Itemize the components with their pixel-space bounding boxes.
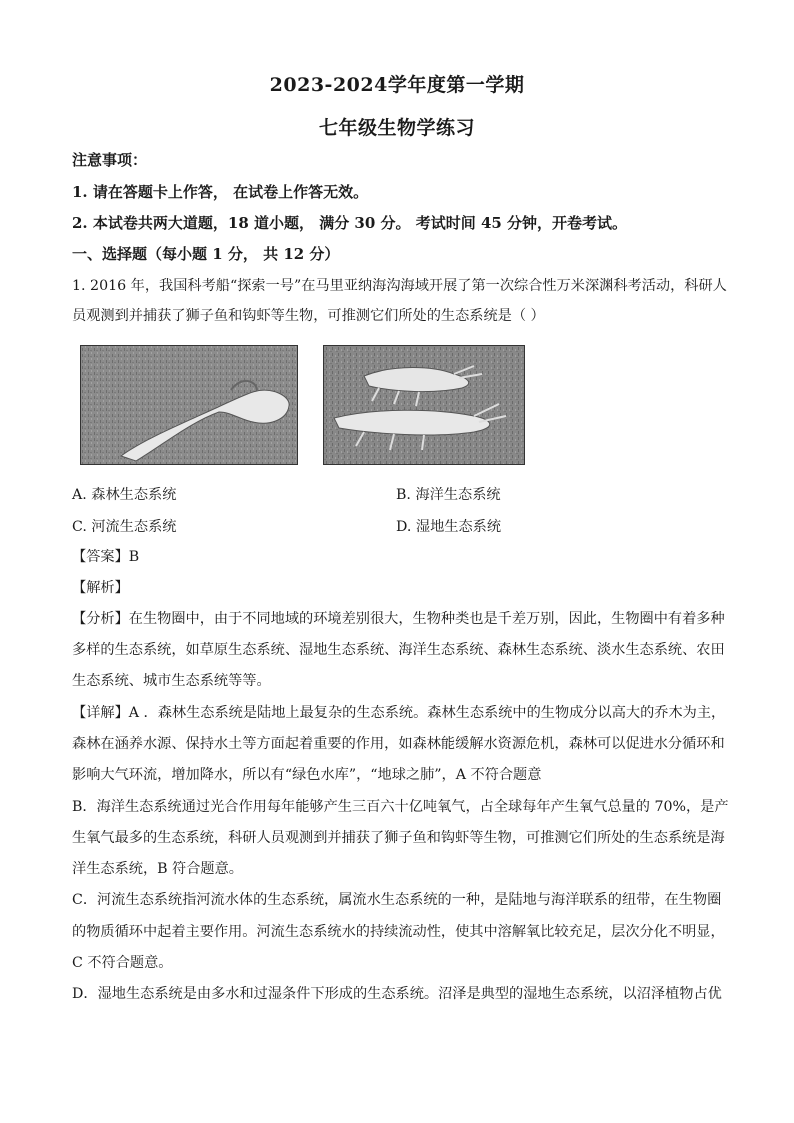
- answer-label: 【答案】B: [72, 549, 140, 565]
- section-heading: 一、选择题（每小题 1 分， 共 12 分）: [72, 245, 340, 263]
- explanation-line-8: 的物质循环中起着主要作用。河流生态系统水的持续流动性，使其中溶解氧比较充足，层次分化不明显，: [72, 924, 725, 940]
- option-d: D. 湿地生态系统: [396, 519, 502, 535]
- question-1-stem-line-1: 1. 2016 年，我国科考船“探索一号”在马里亚纳海沟海域开展了第一次综合性万米深渊科考活动，科研人: [72, 278, 727, 294]
- explanation-line-10: D．湿地生态系统是由多水和过湿条件下形成的生态系统。沼泽是典型的湿地生态系统，以沼泽植物占优: [72, 986, 722, 1002]
- exam-title-subject: 七年级生物学练习: [318, 117, 475, 139]
- notice-item-1: 1. 请在答题卡上作答， 在试卷上作答无效。: [72, 183, 369, 201]
- explanation-line-4: B．海洋生态系统通过光合作用每年能够产生三百六十亿吨氧气，占全球每年产生氧气总量的 70%，是产: [72, 799, 729, 815]
- analysis-line-3: 生态系统、城市生态系统等等。: [72, 673, 271, 689]
- explanation-line-6: 洋生态系统，B 符合题意。: [72, 861, 243, 877]
- notice-item-2: 2. 本试卷共两大道题，18 道小题， 满分 30 分。 考试时间 45 分钟，开卷考试。: [72, 214, 628, 232]
- option-b: B. 海洋生态系统: [396, 487, 501, 503]
- explanation-line-5: 生氧气最多的生态系统，科研人员观测到并捕获了狮子鱼和钩虾等生物，可推测它们所处的生态系统是海: [72, 830, 725, 846]
- notice-heading: 注意事项：: [72, 151, 148, 169]
- explanation-line-1: 【详解】A ．森林生态系统是陆地上最复杂的生态系统。森林生态系统中的生物成分以高大的乔木为主，: [72, 705, 726, 721]
- amphipod-photo: [323, 345, 525, 465]
- explanation-line-9: C 不符合题意。: [72, 955, 173, 971]
- snailfish-photo: [80, 345, 298, 465]
- explanation-line-2: 森林在涵养水源、保持水土等方面起着重要的作用，如森林能缓解水资源危机，森林可以促进水分循环和: [72, 736, 725, 752]
- snailfish-illustration: [81, 346, 297, 464]
- amphipod-illustration: [324, 346, 524, 464]
- option-c: C. 河流生态系统: [72, 519, 177, 535]
- analysis-heading: 【解析】: [72, 580, 129, 596]
- question-1-stem-line-2: 员观测到并捕获了狮子鱼和钩虾等生物，可推测它们所处的生态系统是（ ）: [72, 308, 545, 324]
- explanation-line-7: C．河流生态系统指河流水体的生态系统，属流水生态系统的一种，是陆地与海洋联系的纽带，在生物圈: [72, 892, 722, 908]
- option-a: A. 森林生态系统: [72, 487, 177, 503]
- analysis-line-1: 【分析】在生物圈中，由于不同地域的环境差别很大，生物种类也是千差万别，因此，生物圈中有着多种: [72, 611, 725, 627]
- analysis-line-2: 多样的生态系统，如草原生态系统、湿地生态系统、海洋生态系统、森林生态系统、淡水生态系统、农田: [72, 642, 725, 658]
- explanation-line-3: 影响大气环流，增加降水，所以有“绿色水库”，“地球之肺”，A 不符合题意: [72, 767, 542, 783]
- exam-title-year: 2023-2024学年度第一学期: [269, 74, 525, 96]
